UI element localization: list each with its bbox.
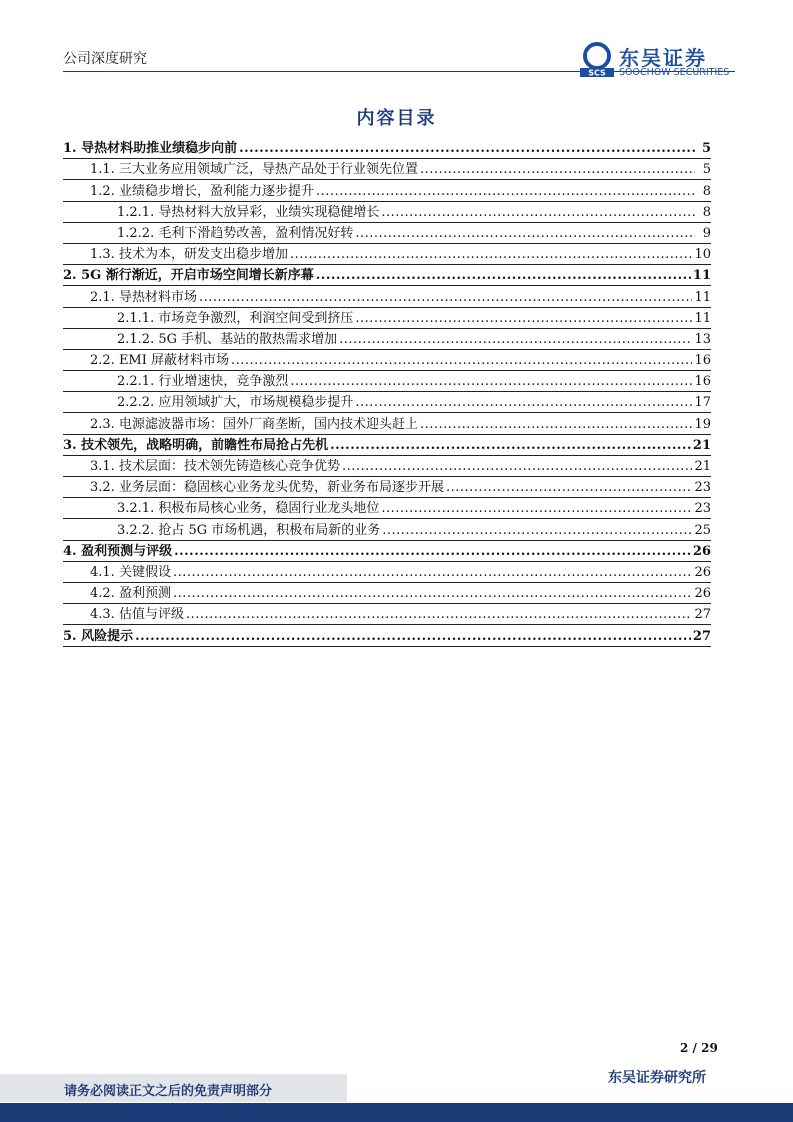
toc-entry-label: 3.2.2. 抢占 5G 市场机遇，积极布局新的业务 [117,522,381,538]
logo-name-cn: 东吴证券 [619,46,707,70]
toc-entry-label: 2.2.2. 应用领域扩大，市场规模稳步提升 [117,395,354,411]
toc-entry-page: 10 [694,247,711,263]
toc-entry[interactable] [63,350,711,371]
toc-entry[interactable] [63,138,711,159]
toc-dot-leader [420,417,693,432]
toc-entry-label: 2.3. 电源滤波器市场：国外厂商垄断，国内技术迎头赶上 [90,416,418,432]
toc-dot-leader [290,374,692,389]
toc-entry[interactable] [63,541,711,562]
toc-entry-page: 5 [702,162,711,178]
toc-entry[interactable] [63,223,711,244]
toc-entry-label: 4. 盈利预测与评级 [63,543,173,559]
toc-entry-label: 2.1. 导热材料市场 [90,289,197,305]
toc-entry-page: 17 [694,395,711,411]
toc-title: 内容目录 [356,108,437,129]
toc-entry[interactable] [63,562,711,583]
toc-entry-label: 4.2. 盈利预测 [90,586,171,602]
toc-entry-page: 27 [694,607,711,623]
toc-dot-leader [316,184,695,199]
logo-mark-text: SCS [588,68,606,78]
toc-entry[interactable] [63,244,711,265]
toc-entry[interactable] [63,286,711,307]
toc-entry[interactable] [63,180,711,201]
toc-entry-page: 9 [702,225,711,241]
toc-dot-leader [355,311,692,326]
toc-entry-page: 16 [694,374,711,390]
toc-entry-label: 1.1. 三大业务应用领域广泛，导热产品处于行业领先位置 [90,162,418,178]
page-indicator: 2 / 29 [680,1041,718,1055]
toc-entry-label: 2.2. EMI 屏蔽材料市场 [90,353,230,369]
table-of-contents [63,138,711,647]
toc-entry[interactable] [63,583,711,604]
toc-entry-page: 27 [692,628,711,644]
toc-dot-leader [446,480,693,495]
toc-entry-page: 8 [702,204,711,220]
toc-dot-leader [355,395,692,410]
toc-dot-leader [382,523,692,538]
toc-entry-label: 1.2. 业绩稳步增长，盈利能力逐步提升 [90,183,314,199]
toc-entry[interactable] [63,498,711,519]
toc-entry-label: 1. 导热材料助推业绩稳步向前 [63,141,238,157]
toc-dot-leader [186,607,693,622]
toc-entry-label: 1.2.2. 毛利下滑趋势改善，盈利情况好转 [117,225,354,241]
toc-entry-page: 19 [694,416,711,432]
toc-dot-leader [339,332,692,347]
toc-entry-page: 21 [694,459,711,474]
header-section-label: 公司深度研究 [63,51,147,67]
toc-entry-label: 5. 风险提示 [63,628,134,644]
toc-entry-label: 2. 5G 渐行渐近，开启市场空间增长新序幕 [63,268,314,284]
toc-entry-label: 1.2.1. 导热材料大放异彩，业绩实现稳健增长 [117,204,380,220]
toc-entry-label: 3. 技术领先，战略明确，前瞻性布局抢占先机 [63,437,329,453]
toc-entry-label: 4.1. 关键假设 [90,564,171,580]
toc-entry-label: 2.1.1. 市场竞争激烈，利润空间受到挤压 [117,310,354,326]
toc-entry-label: 1.3. 技术为本，研发支出稳步增加 [90,247,288,263]
toc-dot-leader [199,290,693,305]
toc-entry[interactable] [63,265,711,286]
toc-dot-leader [330,438,691,453]
toc-dot-leader [135,629,691,644]
toc-entry-page: 11 [692,268,711,284]
toc-entry-page: 26 [694,586,711,602]
toc-entry-page: 13 [694,331,711,347]
toc-entry-page: 11 [694,310,711,326]
toc-dot-leader [381,501,692,516]
toc-dot-leader [420,162,695,177]
toc-entry-label: 3.2.1. 积极布局核心业务，稳固行业龙头地位 [117,501,380,517]
toc-entry[interactable] [63,308,711,329]
toc-entry[interactable] [63,392,711,413]
toc-dot-leader [239,141,695,156]
toc-dot-leader [381,205,695,220]
footer-disclaimer: 请务必阅读正文之后的免责声明部分 [64,1084,273,1099]
toc-entry-page: 16 [694,353,711,369]
toc-entry[interactable] [63,413,711,434]
toc-entry[interactable] [63,202,711,223]
toc-entry[interactable] [63,329,711,350]
toc-entry-page: 23 [694,501,711,517]
soochow-logo-icon [578,42,616,78]
toc-entry[interactable] [63,625,711,646]
toc-entry-label: 3.1. 技术层面：技术领先铸造核心竞争优势 [90,459,340,474]
toc-entry-page: 23 [694,480,711,496]
footer-org-name: 东吴证券研究所 [608,1070,706,1086]
toc-entry[interactable] [63,477,711,498]
company-logo [578,42,748,82]
toc-dot-leader [173,565,693,580]
toc-dot-leader [173,586,693,601]
toc-entry-page: 25 [694,522,711,538]
toc-dot-leader [231,353,692,368]
toc-entry-page: 26 [694,564,711,580]
toc-entry-label: 3.2. 业务层面：稳固核心业务龙头优势，新业务布局逐步开展 [90,480,444,496]
toc-entry-page: 21 [692,437,711,453]
toc-entry-label: 2.2.1. 行业增速快，竞争激烈 [117,374,289,390]
toc-entry-page: 8 [702,183,711,199]
toc-entry[interactable] [63,519,711,540]
toc-entry-label: 4.3. 估值与评级 [90,607,184,623]
toc-entry-page: 11 [694,289,711,305]
footer-bar [0,1103,793,1122]
toc-dot-leader [316,268,691,283]
toc-dot-leader [290,247,693,262]
toc-dot-leader [342,459,693,474]
toc-entry-page: 26 [692,543,711,559]
toc-entry[interactable] [63,159,711,180]
logo-name-en: SOOCHOW SECURITIES [619,67,730,78]
toc-dot-leader [355,226,695,241]
toc-entry[interactable] [63,435,711,456]
toc-entry[interactable] [63,456,711,477]
toc-entry[interactable] [63,371,711,392]
toc-entry-label: 2.1.2. 5G 手机、基站的散热需求增加 [117,331,338,347]
toc-entry[interactable] [63,604,711,625]
toc-dot-leader [174,544,691,559]
toc-entry-page: 5 [701,141,711,157]
